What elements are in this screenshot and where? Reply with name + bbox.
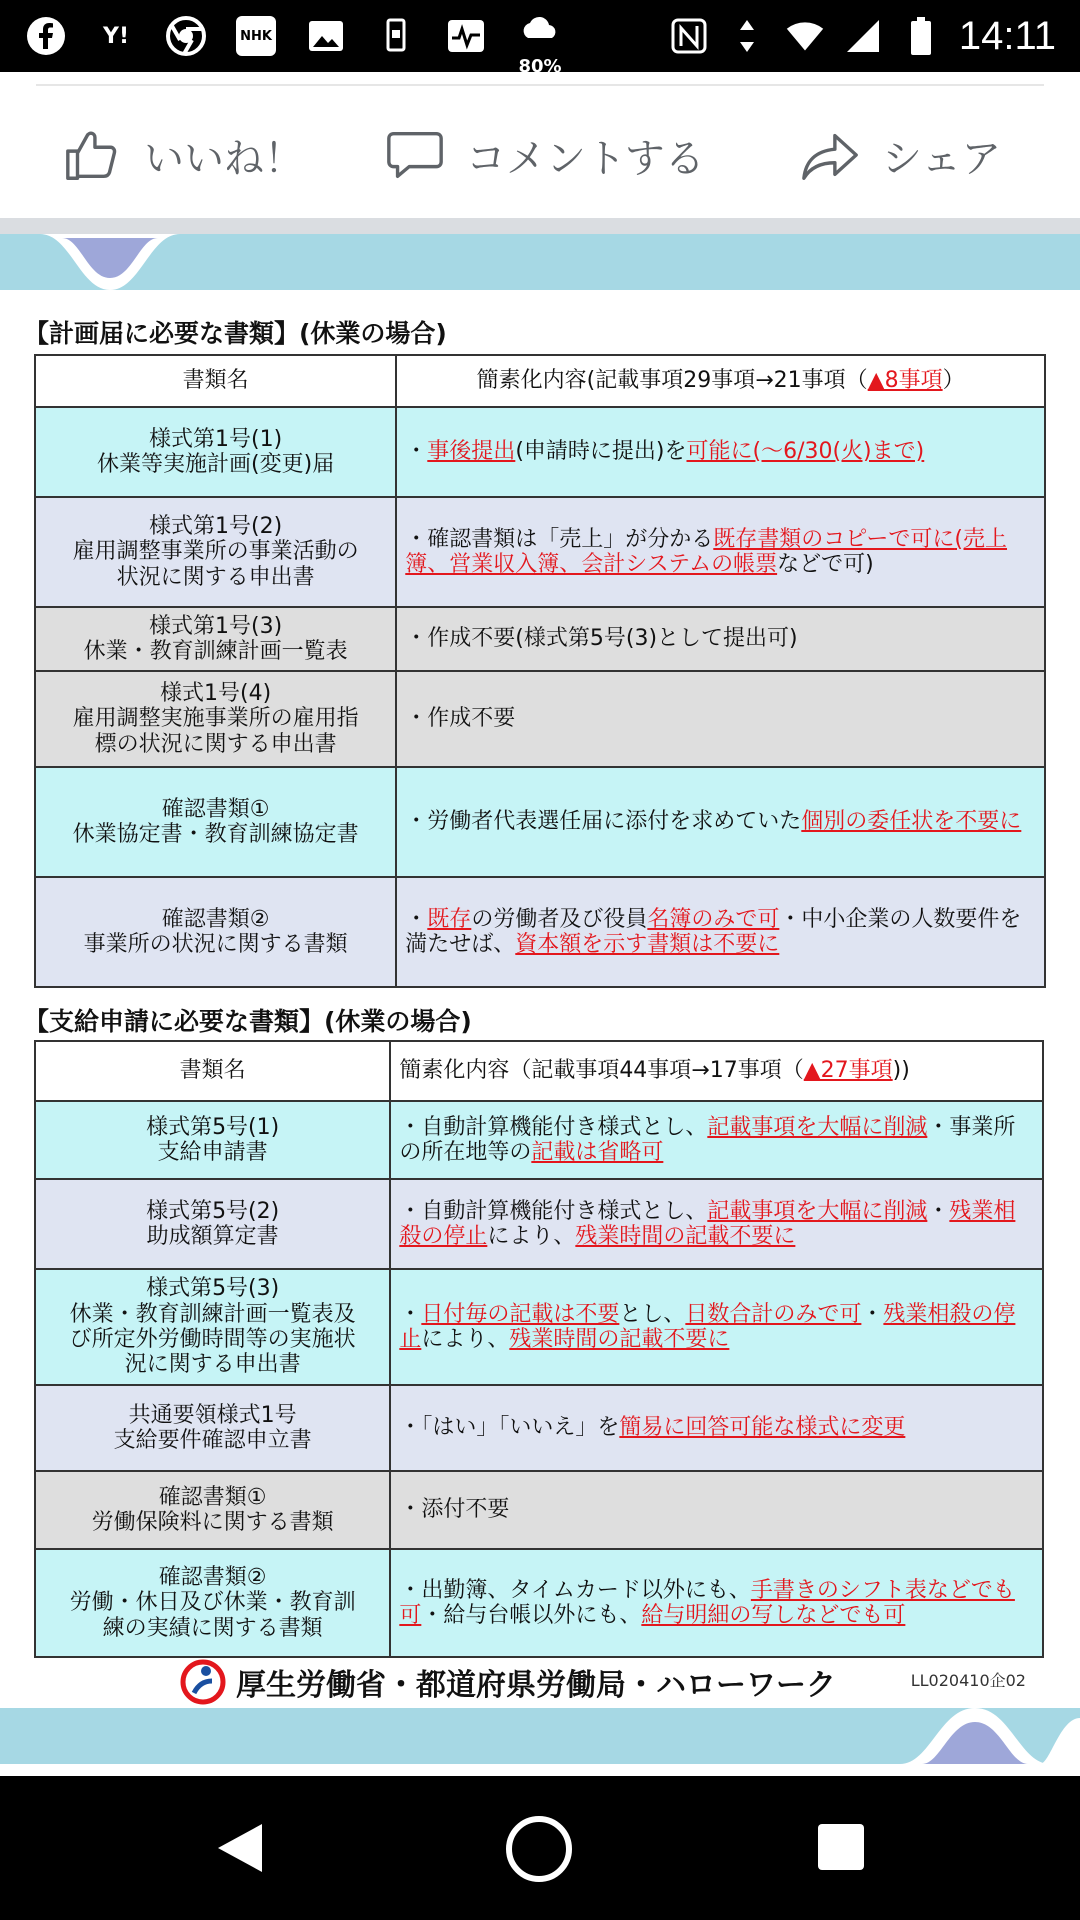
share-label: シェア bbox=[882, 136, 1002, 181]
status-bar bbox=[0, 0, 1080, 77]
simplification-content bbox=[396, 607, 1045, 671]
highlight-text: 給与明細の写しなどでも可 bbox=[641, 1603, 906, 1628]
simplification-content bbox=[390, 1269, 1043, 1385]
content-text: により、 bbox=[487, 1224, 576, 1249]
simplification-content bbox=[390, 1471, 1043, 1549]
header-content-text: 簡素化内容(記載事項29事項→21事項 bbox=[476, 368, 846, 394]
simplification-content bbox=[390, 1101, 1043, 1179]
document-name-line: 助成額算定書 bbox=[146, 1224, 279, 1249]
table-row bbox=[35, 407, 1045, 497]
header-highlight: ▲8事項 bbox=[867, 368, 943, 394]
document-name-line: 状況に関する申出書 bbox=[116, 564, 315, 590]
nhk-icon bbox=[236, 16, 276, 56]
plan-documents-table bbox=[34, 354, 1046, 988]
table-header-row bbox=[35, 355, 1045, 407]
content-text: ・出勤簿、タイムカード以外にも、 bbox=[399, 1577, 751, 1603]
content-text: の労働者及び役員 bbox=[471, 906, 648, 932]
table-row bbox=[35, 767, 1045, 877]
document-name-line: 支給要件確認申立書 bbox=[113, 1428, 312, 1453]
content-text: により、 bbox=[421, 1327, 510, 1352]
content-text: ・ bbox=[927, 1198, 950, 1224]
content-text: ・ bbox=[405, 439, 428, 465]
simplification-content bbox=[390, 1549, 1043, 1657]
decor-arch-icon bbox=[40, 234, 180, 294]
comment-label: コメントする bbox=[466, 136, 705, 181]
highlight-text: 資本額を示す書類は不要に bbox=[515, 932, 780, 957]
simplification-content bbox=[396, 671, 1045, 767]
simplification-content bbox=[396, 497, 1045, 607]
gallery-icon bbox=[306, 16, 346, 56]
document-name-line: 様式第5号(1) bbox=[146, 1114, 280, 1140]
document-name bbox=[35, 1101, 390, 1179]
thumbs-up-icon bbox=[62, 124, 124, 186]
highlight-text: 名簿のみで可 bbox=[647, 906, 780, 932]
header-tail: )) bbox=[892, 1058, 910, 1084]
highlight-text: 残業時間の記載不要に bbox=[575, 1224, 796, 1249]
document-name bbox=[35, 607, 396, 671]
table-row bbox=[35, 671, 1045, 767]
content-text: ・労働者代表選任届に添付を求めていた bbox=[405, 809, 802, 835]
post-image[interactable] bbox=[0, 234, 1080, 1764]
document-name bbox=[35, 1471, 390, 1549]
highlight-text: 記載事項を大幅に削減 bbox=[707, 1198, 928, 1224]
like-label: いいね！ bbox=[144, 136, 304, 181]
decor-arch-icon bbox=[900, 1708, 1080, 1764]
document-name-line: 休業・教育訓練計画一覧表 bbox=[83, 639, 348, 664]
content-text: ・ bbox=[405, 906, 428, 932]
table-header-row bbox=[35, 1041, 1043, 1101]
content-text: ・中小企業の人数要件を満たせば、 bbox=[405, 906, 1022, 957]
simplification-content bbox=[396, 877, 1045, 987]
payment-documents-table bbox=[34, 1040, 1044, 1658]
simplification-content bbox=[390, 1179, 1043, 1269]
highlight-text: 残業相殺の停止 bbox=[399, 1301, 1016, 1352]
highlight-text: 日数合計のみで可 bbox=[685, 1301, 862, 1327]
document-name bbox=[35, 407, 396, 497]
document-name-line: 確認書類① bbox=[158, 1484, 267, 1510]
document-code: LL020410企02 bbox=[910, 1671, 1026, 1690]
nhk-label: NHK bbox=[240, 28, 272, 44]
content-text: ・作成不要(様式第5号(3)として提出可) bbox=[405, 626, 798, 652]
document-name-line: 様式第5号(2) bbox=[146, 1198, 280, 1224]
document-name bbox=[35, 1179, 390, 1269]
comment-icon bbox=[384, 124, 446, 186]
simplification-content bbox=[390, 1385, 1043, 1471]
nfc-icon bbox=[669, 16, 709, 56]
content-text: ・自動計算機能付き様式とし、 bbox=[399, 1198, 708, 1224]
document-name-line: 様式第1号(3) bbox=[149, 613, 283, 639]
document-name-line: 練の実績に関する書類 bbox=[102, 1615, 323, 1641]
header-content: 簡素化内容(記載事項29事項→21事項（▲8事項） bbox=[396, 355, 1045, 407]
comment-button[interactable] bbox=[384, 124, 705, 186]
document-name-line: 支給申請書 bbox=[157, 1140, 268, 1165]
document-name bbox=[35, 767, 396, 877]
header-content-text: 簡素化内容（記載事項44事項→17事項（ bbox=[399, 1058, 804, 1084]
document-name-line: 雇用調整実施事業所の雇用指 bbox=[72, 706, 359, 732]
highlight-text: 事後提出 bbox=[427, 439, 516, 465]
highlight-text: 可能に(～6/30(火)まで) bbox=[686, 439, 925, 465]
activity-icon bbox=[446, 16, 486, 56]
document-name-line: 様式1号(4) bbox=[160, 681, 272, 707]
chrome-icon bbox=[166, 16, 206, 56]
share-button[interactable] bbox=[800, 124, 1001, 186]
navigation-bar bbox=[0, 1776, 1080, 1920]
section-title: 【計画届に必要な書類】(休業の場合) bbox=[24, 319, 447, 348]
header-name: 書類名 bbox=[35, 1041, 390, 1101]
recents-icon[interactable] bbox=[816, 1822, 866, 1872]
home-icon[interactable] bbox=[504, 1814, 574, 1884]
content-text: (申請時に提出)を bbox=[515, 439, 687, 465]
document-name-line: 確認書類① bbox=[161, 796, 270, 822]
content-text: ・添付不要 bbox=[399, 1497, 510, 1523]
share-icon bbox=[800, 124, 862, 186]
table-row bbox=[35, 877, 1045, 987]
table-row bbox=[35, 497, 1045, 607]
document-name-line: 確認書類② bbox=[158, 1565, 267, 1591]
header-tail: ） bbox=[942, 368, 965, 394]
highlight-text: 記載事項を大幅に削減 bbox=[707, 1114, 928, 1140]
highlight-text: 既存 bbox=[427, 906, 472, 932]
signal-icon bbox=[843, 16, 883, 56]
highlight-text: (売上簿、営業収入簿、会計システムの帳票 bbox=[405, 526, 1008, 577]
highlight-text: 既存書類のコピーで可に bbox=[713, 526, 955, 552]
table-row bbox=[35, 1385, 1043, 1471]
document-name-line: 況に関する申出書 bbox=[124, 1352, 301, 1378]
highlight-text: 日付毎の記載は不要 bbox=[421, 1301, 620, 1327]
content-text: とし、 bbox=[619, 1301, 686, 1327]
phone-update-icon bbox=[376, 16, 416, 56]
document-name bbox=[35, 877, 396, 987]
table-row bbox=[35, 1269, 1043, 1385]
document-name-line: 様式第1号(2) bbox=[149, 514, 283, 540]
document-name-line: 様式第1号(1) bbox=[149, 426, 283, 452]
footer-text: 厚生労働省・都道府県労働局・ハローワーク bbox=[236, 1668, 836, 1703]
highlight-text: 記載は省略可 bbox=[531, 1140, 664, 1165]
data-arrows-icon bbox=[727, 16, 767, 56]
highlight-text: 手書きのシフト表などでも可 bbox=[399, 1577, 1015, 1628]
simplification-content bbox=[396, 767, 1045, 877]
document-name-line: 労働・休日及び休業・教育訓 bbox=[69, 1590, 356, 1616]
table-row bbox=[35, 1101, 1043, 1179]
table-row bbox=[35, 1471, 1043, 1549]
document-name bbox=[35, 1385, 390, 1471]
document-name-line: 様式第5号(3) bbox=[146, 1276, 280, 1302]
wifi-icon bbox=[785, 16, 825, 56]
document-name-line: 休業等実施計画(変更)届 bbox=[97, 452, 335, 477]
section-title: 【支給申請に必要な書類】(休業の場合) bbox=[24, 1007, 472, 1036]
document-name bbox=[35, 497, 396, 607]
header-name: 書類名 bbox=[35, 355, 396, 407]
table-row bbox=[35, 1549, 1043, 1657]
highlight-text: 個別の委任状を不要に bbox=[801, 809, 1022, 835]
content-text: ・「はい」「いいえ」を bbox=[399, 1415, 620, 1441]
ministry-logo-icon bbox=[180, 1659, 226, 1705]
document-name-line: 確認書類② bbox=[161, 906, 270, 932]
facebook-icon bbox=[26, 16, 66, 56]
table-row bbox=[35, 607, 1045, 671]
document-name-line: び所定外労働時間等の実施状 bbox=[69, 1327, 356, 1352]
content-text: ・ bbox=[861, 1301, 884, 1327]
document-name-line: 労働保険料に関する書類 bbox=[91, 1510, 334, 1535]
table-row bbox=[35, 1179, 1043, 1269]
content-text: ・自動計算機能付き様式とし、 bbox=[399, 1114, 708, 1140]
clock: 14:11 bbox=[958, 13, 1056, 58]
separator-band bbox=[0, 218, 1080, 234]
document-name-line: 休業協定書・教育訓練協定書 bbox=[72, 822, 359, 847]
document-name-line: 標の状況に関する申出書 bbox=[94, 731, 337, 757]
header-highlight: ▲27事項 bbox=[803, 1058, 893, 1084]
yahoo-label: Y! bbox=[103, 23, 129, 49]
document-name-line: 事業所の状況に関する書類 bbox=[83, 932, 348, 957]
content-text: ・作成不要 bbox=[405, 706, 516, 732]
content-text: ・ bbox=[399, 1301, 422, 1327]
document-name bbox=[35, 1269, 390, 1385]
content-text: などで可) bbox=[777, 552, 874, 577]
document-name bbox=[35, 1549, 390, 1657]
ministry-footer bbox=[180, 1659, 836, 1705]
post-actions bbox=[0, 90, 1080, 220]
highlight-text: 残業相殺の停止 bbox=[399, 1198, 1016, 1249]
like-button[interactable] bbox=[62, 124, 304, 186]
simplification-content bbox=[396, 407, 1045, 497]
document-name-line: 休業・教育訓練計画一覧表及 bbox=[69, 1301, 356, 1327]
highlight-text: 残業時間の記載不要に bbox=[509, 1327, 730, 1352]
battery-icon bbox=[901, 16, 941, 56]
document-name-line: 雇用調整事業所の事業活動の bbox=[72, 539, 359, 565]
header-content bbox=[390, 1041, 1043, 1101]
document-name bbox=[35, 671, 396, 767]
divider bbox=[36, 84, 1044, 86]
back-icon[interactable] bbox=[210, 1818, 270, 1878]
content-text: ・確認書類は「売上」が分かる bbox=[405, 526, 714, 552]
highlight-text: 簡易に回答可能な様式に変更 bbox=[619, 1415, 906, 1441]
yahoo-icon bbox=[96, 16, 136, 56]
content-text: ・事業所の所在地等の bbox=[399, 1114, 1016, 1165]
content-text: ・給与台帳以外にも、 bbox=[421, 1603, 642, 1628]
weather-percent: 80% bbox=[518, 56, 562, 77]
document-name-line: 共通要領様式1号 bbox=[128, 1402, 297, 1428]
weather-icon bbox=[516, 16, 564, 77]
